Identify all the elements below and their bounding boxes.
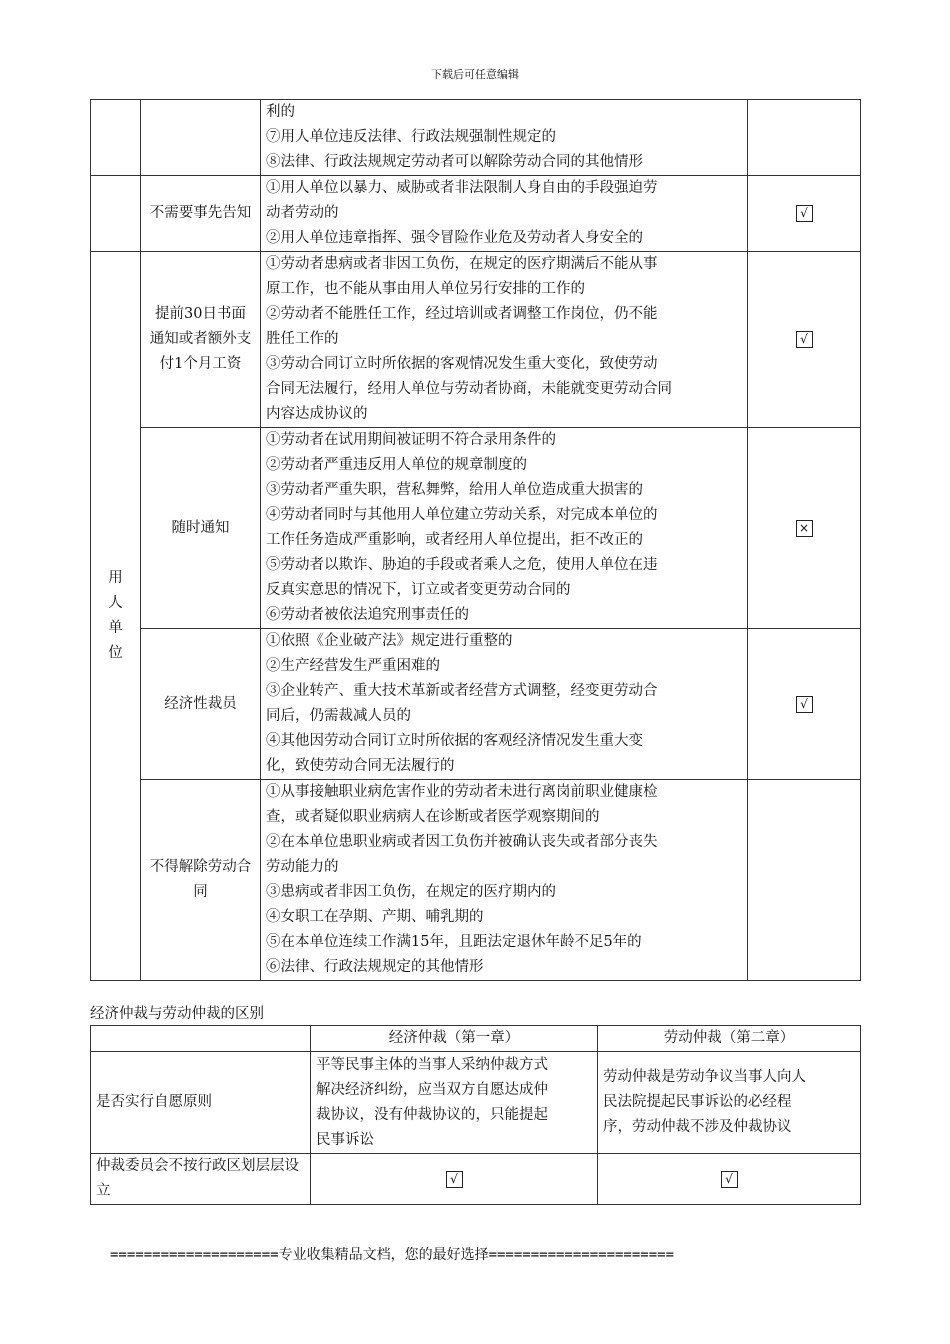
condition-line: ⑦用人单位违反法律、行政法规强制性规定的 — [266, 129, 556, 145]
mark-cell — [748, 629, 861, 780]
econ-line: 解决经济纠纷，应当双方自愿达成仲 — [316, 1081, 548, 1098]
condition-line: 化，致使劳动合同无法履行的 — [266, 758, 455, 774]
labor-line: 民法院提起民事诉讼的必经程 — [603, 1094, 792, 1110]
condition-line: ⑥法律、行政法规规定的其他情形 — [266, 959, 484, 975]
table-row — [91, 1052, 861, 1154]
labor-line: 劳动仲裁是劳动争议当事人向人 — [603, 1069, 806, 1085]
check-mark-box: √ — [796, 205, 813, 222]
conditions-cell — [261, 629, 748, 780]
mark-cell — [748, 252, 861, 428]
econ-line: 民事诉讼 — [316, 1131, 374, 1148]
econ-cell — [311, 1052, 598, 1154]
condition-line: ③劳动者严重失职，营私舞弊，给用人单位造成重大损害的 — [266, 482, 643, 498]
conditions-cell — [261, 780, 748, 981]
condition-line: 利的 — [266, 104, 295, 120]
header-cell-labor: 劳动仲裁（第二章） — [598, 1026, 861, 1052]
type-cell: 不需要事先告知 — [141, 176, 261, 252]
condition-line: ④劳动者同时与其他用人单位建立劳动关系，对完成本单位的 — [266, 507, 658, 523]
employer-cell — [91, 252, 141, 981]
condition-line: ③劳动合同订立时所依据的客观情况发生重大变化，致使劳动 — [266, 356, 658, 372]
arbitration-comparison-table — [90, 1025, 861, 1205]
labor-cell — [598, 1154, 861, 1205]
condition-line: ⑤在本单位连续工作满15年，且距法定退休年龄不足5年的 — [266, 934, 642, 950]
condition-line: 查，或者疑似职业病病人在诊断或者医学观察期间的 — [266, 809, 600, 825]
table-row — [91, 780, 861, 981]
cross-mark-box: × — [796, 520, 813, 537]
termination-table — [90, 99, 861, 981]
table-row — [91, 252, 861, 428]
condition-line: ④女职工在孕期、产期、哺乳期的 — [266, 909, 484, 925]
condition-line: 动者劳动的 — [266, 205, 339, 221]
econ-cell — [311, 1154, 598, 1205]
type-cell: 不得解除劳动合同 — [141, 780, 261, 981]
table-row — [91, 100, 861, 176]
condition-line: ⑤劳动者以欺诈、胁迫的手段或者乘人之危，使用人单位在违 — [266, 557, 658, 573]
party-cell-empty — [91, 176, 141, 252]
condition-line: ③患病或者非因工负伤，在规定的医疗期内的 — [266, 884, 556, 900]
table-row — [91, 428, 861, 629]
condition-line: ③企业转产、重大技术革新或者经营方式调整，经变更劳动合 — [266, 683, 658, 699]
econ-line: 平等民事主体的当事人采纳仲裁方式 — [316, 1056, 548, 1073]
conditions-cell — [261, 428, 748, 629]
condition-line: ⑧法律、行政法规规定劳动者可以解除劳动合同的其他情形 — [266, 154, 643, 170]
section-caption: 经济仲裁与劳动仲裁的区别 — [90, 1006, 264, 1022]
conditions-cell — [261, 252, 748, 428]
condition-line: ①从事接触职业病危害作业的劳动者未进行离岗前职业健康检 — [266, 784, 658, 800]
mark-cell-empty — [748, 780, 861, 981]
condition-line: 反真实意思的情况下，订立或者变更劳动合同的 — [266, 582, 571, 598]
mark-cell — [748, 176, 861, 252]
type-cell-empty — [141, 100, 261, 176]
row-label: 仲裁委员会不按行政区划层层设立 — [91, 1154, 311, 1205]
condition-line: ①劳动者在试用期间被证明不符合录用条件的 — [266, 432, 556, 448]
condition-line: 工作任务造成严重影响，或者经用人单位提出，拒不改正的 — [266, 532, 643, 548]
conditions-cell — [261, 176, 748, 252]
type-cell: 随时通知 — [141, 428, 261, 629]
condition-line: ②劳动者严重违反用人单位的规章制度的 — [266, 457, 527, 473]
mark-cell — [748, 428, 861, 629]
condition-line: ①用人单位以暴力、威胁或者非法限制人身自由的手段强迫劳 — [266, 180, 658, 196]
party-cell-empty — [91, 100, 141, 176]
table-header-row — [91, 1026, 861, 1052]
condition-line: 胜任工作的 — [266, 331, 339, 347]
check-mark-box: √ — [796, 696, 813, 713]
condition-line: 原工作，也不能从事由用人单位另行安排的工作的 — [266, 281, 585, 297]
row-label: 是否实行自愿原则 — [91, 1052, 311, 1154]
condition-line: ②用人单位违章指挥、强令冒险作业危及劳动者人身安全的 — [266, 230, 643, 246]
condition-line: 内容达成协议的 — [266, 406, 368, 422]
check-mark-box: √ — [796, 331, 813, 348]
condition-line: ①劳动者患病或者非因工负伤，在规定的医疗期满后不能从事 — [266, 256, 658, 272]
condition-line: ④其他因劳动合同订立时所依据的客观经济情况发生重大变 — [266, 733, 643, 749]
employer-label: 用人单位 — [108, 570, 123, 661]
condition-line: ②在本单位患职业病或者因工负伤并被确认丧失或者部分丧失 — [266, 834, 658, 850]
condition-line: ②劳动者不能胜任工作，经过培训或者调整工作岗位，仍不能 — [266, 306, 658, 322]
table-row — [91, 1154, 861, 1205]
type-cell: 提前30日书面通知或者额外支付1个月工资 — [141, 252, 261, 428]
header-cell-econ: 经济仲裁（第一章） — [311, 1026, 598, 1052]
condition-line: ①依照《企业破产法》规定进行重整的 — [266, 633, 513, 649]
mark-cell-empty — [748, 100, 861, 176]
page-header: 下载后可任意编辑 — [431, 68, 519, 81]
labor-line: 序，劳动仲裁不涉及仲裁协议 — [603, 1119, 792, 1135]
table-row — [91, 629, 861, 780]
check-mark-box: √ — [446, 1171, 463, 1188]
page-footer: ====================专业收集精品文档，您的最好选择====================== — [110, 1247, 675, 1263]
condition-line: 劳动能力的 — [266, 859, 339, 875]
econ-line: 裁协议，没有仲裁协议的，只能提起 — [316, 1106, 548, 1123]
check-mark-box: √ — [721, 1171, 738, 1188]
conditions-cell — [261, 100, 748, 176]
table-row — [91, 176, 861, 252]
condition-line: ⑥劳动者被依法追究刑事责任的 — [266, 607, 469, 623]
type-cell: 经济性裁员 — [141, 629, 261, 780]
labor-cell — [598, 1052, 861, 1154]
condition-line: 合同无法履行，经用人单位与劳动者协商，未能就变更劳动合同 — [266, 381, 672, 397]
condition-line: 同后，仍需裁减人员的 — [266, 708, 411, 724]
header-cell-empty — [91, 1026, 311, 1052]
condition-line: ②生产经营发生严重困难的 — [266, 658, 440, 674]
